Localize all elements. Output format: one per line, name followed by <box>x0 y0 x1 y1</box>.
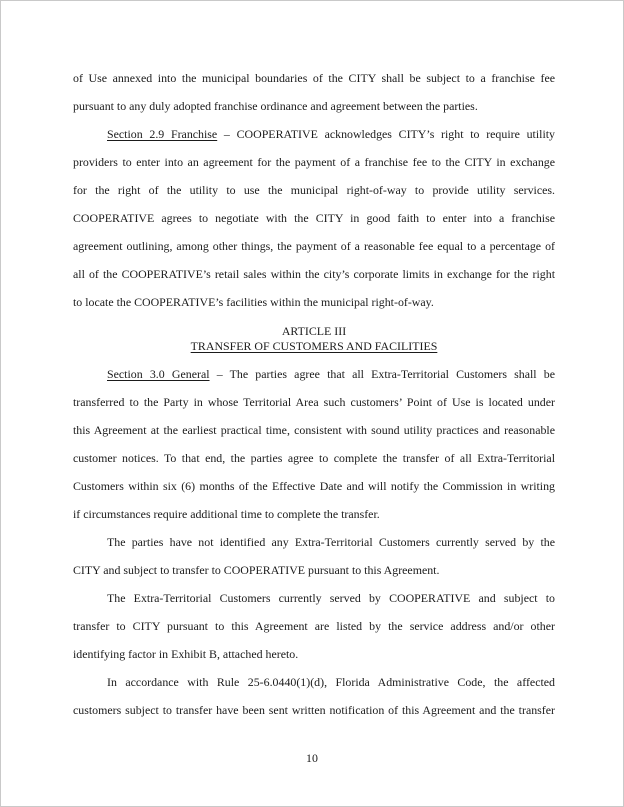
text-line <box>73 612 555 640</box>
text-line <box>73 668 555 696</box>
text-run: COOPERATIVE agrees to negotiate with the CITY in good faith to enter into a franchise <box>73 211 555 225</box>
text-line <box>73 260 555 288</box>
underlined-text: Section 2.9 Franchise <box>107 127 218 141</box>
text-line <box>73 416 555 444</box>
text-run: customer notices. To that end, the parties agree to complete the transfer of all Extra-Territorial <box>73 451 555 465</box>
text-line <box>73 500 555 528</box>
text-run: The Extra-Territorial Customers currently served by COOPERATIVE and subject to <box>107 591 555 605</box>
paragraph <box>73 584 555 668</box>
text-line <box>73 148 555 176</box>
text-run: transfer to CITY pursuant to this Agreement are listed by the service address and/or other <box>73 619 555 633</box>
text-run: – COOPERATIVE acknowledges CITY’s right to require utility <box>217 127 555 141</box>
text-run: for the right of the utility to use the municipal right-of-way to provide utility services. <box>73 183 555 197</box>
text-line <box>73 584 555 612</box>
text-line <box>73 528 555 556</box>
text-run: agreement outlining, among other things, the payment of a reasonable fee equal to a percentage of <box>73 239 555 253</box>
text-run: providers to enter into an agreement for the payment of a franchise fee to the CITY in exchange <box>73 155 555 169</box>
text-run: – The parties agree that all Extra-Territorial Customers shall be <box>209 367 555 381</box>
paragraph <box>73 360 555 528</box>
text-line <box>73 388 555 416</box>
paragraph <box>73 64 555 120</box>
text-run: of Use annexed into the municipal boundaries of the CITY shall be subject to a franchise fee <box>73 71 555 85</box>
text-line <box>73 556 555 584</box>
text-run: ARTICLE III <box>281 324 347 338</box>
text-run: CITY and subject to transfer to COOPERATIVE pursuant to this Agreement. <box>73 563 440 577</box>
text-run: identifying factor in Exhibit B, attached hereto. <box>73 647 299 661</box>
text-line <box>73 472 555 500</box>
text-run: pursuant to any duly adopted franchise ordinance and agreement between the parties. <box>73 99 478 113</box>
text-run: all of the COOPERATIVE’s retail sales within the city’s corporate limits in exchange for the right <box>73 267 555 281</box>
text-line <box>73 204 555 232</box>
text-run: transferred to the Party in whose Territorial Area such customers’ Point of Use is located under <box>73 395 555 409</box>
text-run: In accordance with Rule 25-6.0440(1)(d), Florida Administrative Code, the affected <box>107 675 555 689</box>
text-line <box>73 339 555 354</box>
underlined-text: TRANSFER OF CUSTOMERS AND FACILITIES <box>190 339 438 353</box>
text-line <box>73 64 555 92</box>
article-heading <box>73 324 555 354</box>
text-run: customers subject to transfer have been sent written notification of this Agreement and the transfer <box>73 703 555 717</box>
text-run: if circumstances require additional time to complete the transfer. <box>73 507 380 521</box>
text-line <box>73 176 555 204</box>
text-line <box>73 360 555 388</box>
document-body <box>73 64 555 724</box>
text-line <box>73 640 555 668</box>
text-line <box>73 120 555 148</box>
paragraph <box>73 120 555 316</box>
page-number: 10 <box>306 751 318 765</box>
text-run: The parties have not identified any Extra-Territorial Customers currently served by the <box>107 535 555 549</box>
paragraph <box>73 668 555 724</box>
paragraph <box>73 528 555 584</box>
text-line <box>73 324 555 339</box>
text-run: Customers within six (6) months of the Effective Date and will notify the Commission in writing <box>73 479 555 493</box>
text-line <box>73 288 555 316</box>
text-line <box>73 696 555 724</box>
text-line <box>73 232 555 260</box>
text-line <box>73 444 555 472</box>
text-line <box>73 92 555 120</box>
text-run: to locate the COOPERATIVE’s facilities within the municipal right-of-way. <box>73 295 434 309</box>
text-run: this Agreement at the earliest practical time, consistent with sound utility practices and reasonable <box>73 423 555 437</box>
underlined-text: Section 3.0 General <box>107 367 210 381</box>
